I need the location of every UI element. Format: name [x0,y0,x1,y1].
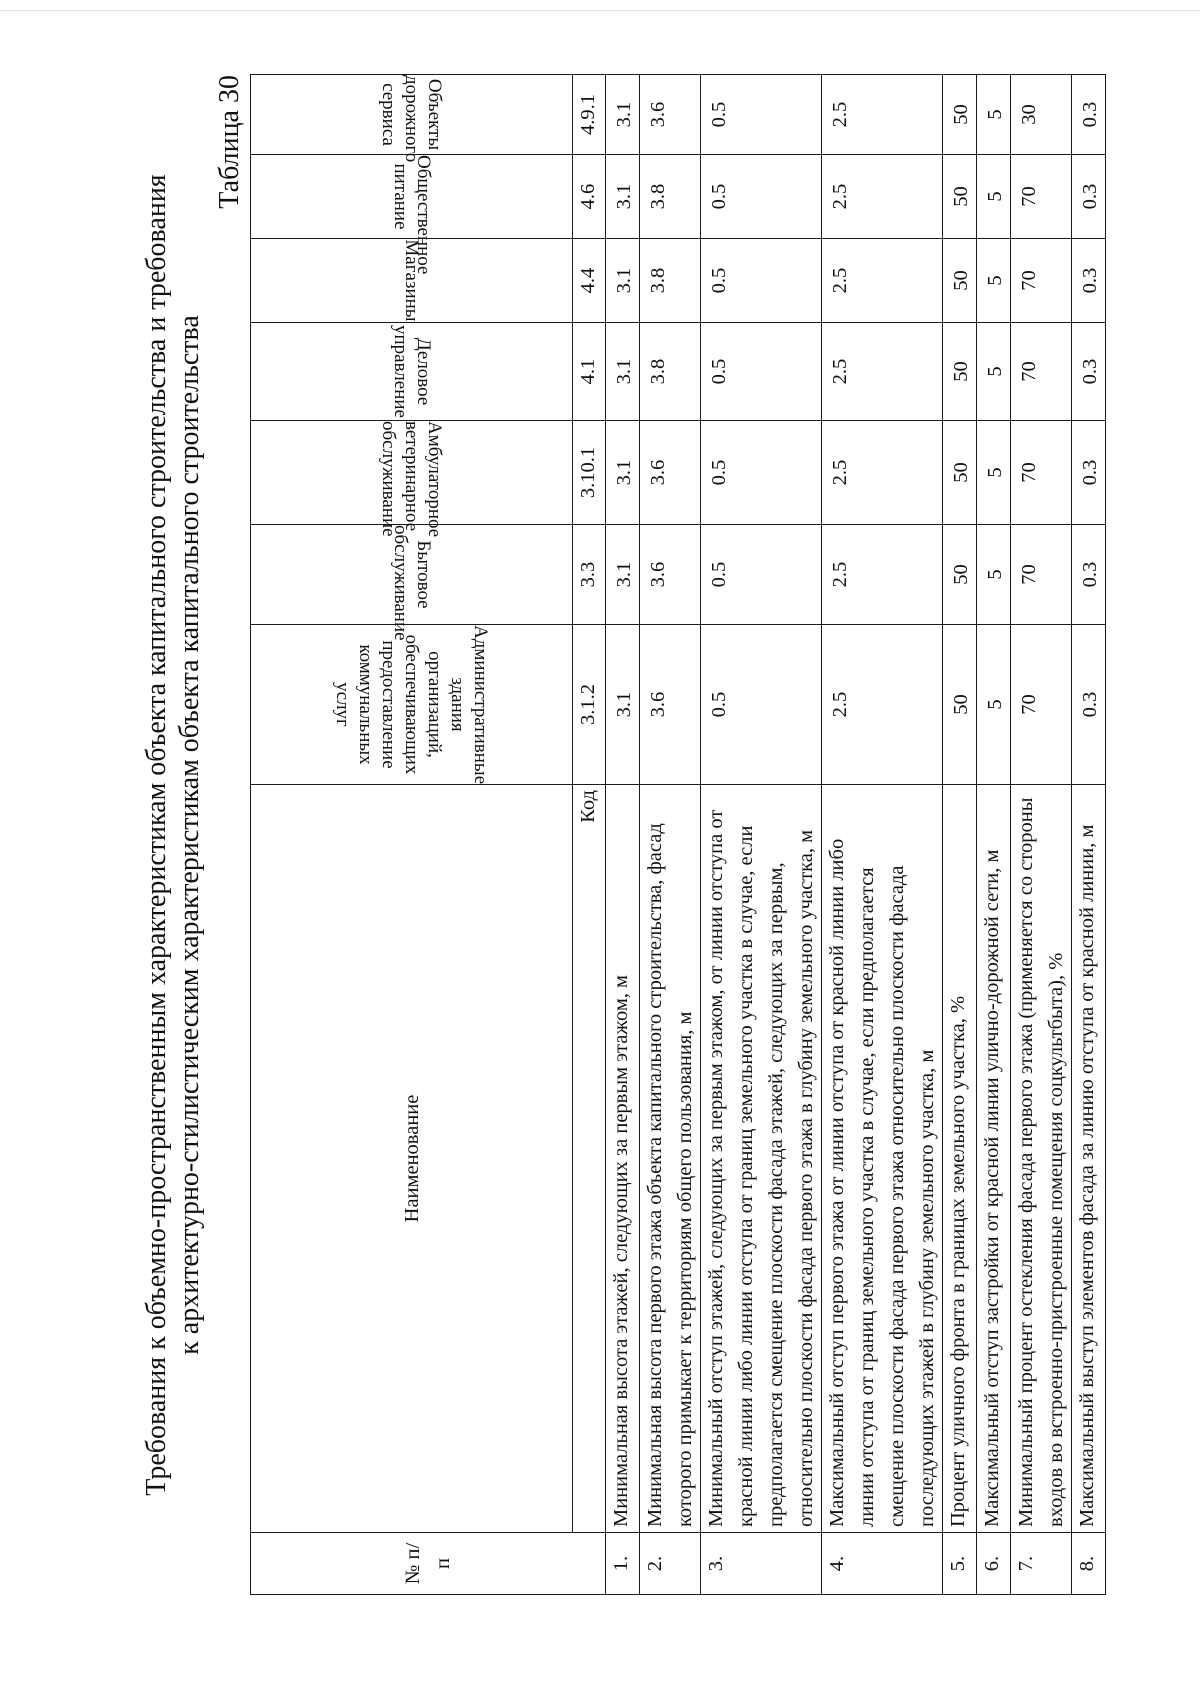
row-value: 2.5 [822,75,943,155]
column-header: Бытовое обслуживание [251,525,573,625]
row-value: 0.5 [701,525,822,625]
header-row [251,75,573,1595]
row-value: 5 [977,421,1011,525]
row-value: 2.5 [822,625,943,785]
row-value: 3.6 [640,625,701,785]
row-value: 30 [1011,75,1072,155]
row-value: 5 [977,525,1011,625]
row-value: 5 [977,155,1011,239]
row-number: 2. [640,1533,701,1595]
row-name: Минимальный отступ этажей, следующих за первым этажом, от линии отступа от красной линии либо линии отступа от границ земельного участка в случае, если предполагается смещение плоскости фасада этажей, следующих за первым, относительно плоскости фасада первого этажа в глубину земельного участка, м [701,785,822,1533]
scan-edge-line [0,10,1200,11]
row-name: Максимальный отступ первого этажа от линии отступа от красной линии либо линии отступа от границ земельного участка в случае, если предполагается смещение плоскости фасада первого этажа относительно плоскости фасада последующих этажей в глубину земельного участка, м [822,785,943,1533]
row-number: 4. [822,1533,943,1595]
row-value: 50 [943,323,977,421]
row-value: 3.1 [606,421,640,525]
row-value: 50 [943,625,977,785]
table-row [1011,75,1072,1595]
column-header: Объекты дорожного сервиса [251,75,573,155]
code-cell: 4.6 [573,155,606,239]
row-value: 70 [1011,421,1072,525]
row-value: 0.5 [701,625,822,785]
row-value: 3.1 [606,625,640,785]
row-value: 0.3 [1072,239,1106,323]
row-value: 2.5 [822,155,943,239]
row-value: 3.6 [640,421,701,525]
row-name: Минимальная высота первого этажа объекта капитального строительства, фасад которого примыкает к территориям общего пользования, м [640,785,701,1533]
code-cell: 3.10.1 [573,421,606,525]
title-line-1: Требования к объемно-пространственным характеристикам объекта капитального строительства и требования [141,174,172,1496]
row-value: 0.5 [701,155,822,239]
row-value: 2.5 [822,421,943,525]
row-value: 0.3 [1072,421,1106,525]
row-value: 3.1 [606,323,640,421]
row-value: 3.8 [640,323,701,421]
table-row [977,75,1011,1595]
row-value: 2.5 [822,525,943,625]
row-value: 0.3 [1072,525,1106,625]
row-name: Максимальный отступ застройки от красной линии улично-дорожной сети, м [977,785,1011,1533]
code-cell: 4.1 [573,323,606,421]
row-value: 70 [1011,625,1072,785]
row-value: 50 [943,155,977,239]
table-row [943,75,977,1595]
document-title [140,75,206,1595]
header-name: Наименование [251,785,573,1533]
row-value: 3.1 [606,75,640,155]
row-value: 0.3 [1072,155,1106,239]
row-number: 5. [943,1533,977,1595]
table-row [606,75,640,1595]
column-header: Магазины [251,239,573,323]
row-value: 50 [943,75,977,155]
row-value: 70 [1011,323,1072,421]
row-value: 3.1 [606,525,640,625]
row-value: 3.8 [640,155,701,239]
code-cell: 3.3 [573,525,606,625]
row-value: 3.1 [606,239,640,323]
header-num: № п/п [251,1533,606,1595]
row-value: 0.5 [701,421,822,525]
row-value: 5 [977,75,1011,155]
table-row [701,75,822,1595]
code-cell: 4.9.1 [573,75,606,155]
column-header: Общественное питание [251,155,573,239]
row-value: 0.3 [1072,323,1106,421]
column-header: Административные здания организаций, обеспечивающих предоставление коммунальных услуг [251,625,573,785]
row-value: 0.3 [1072,75,1106,155]
row-value: 50 [943,239,977,323]
code-row [573,75,606,1595]
column-header: Амбулаторное ветеринарное обслуживание [251,421,573,525]
requirements-table [250,74,1106,1595]
row-value: 3.6 [640,525,701,625]
row-number: 1. [606,1533,640,1595]
row-number: 8. [1072,1533,1106,1595]
row-value: 3.6 [640,75,701,155]
row-value: 0.5 [701,239,822,323]
table-label: Таблица 30 [214,75,245,209]
row-value: 5 [977,239,1011,323]
row-value: 3.1 [606,155,640,239]
row-value: 50 [943,525,977,625]
table-row [822,75,943,1595]
row-value: 5 [977,323,1011,421]
row-value: 0.3 [1072,625,1106,785]
table-row [640,75,701,1595]
row-number: 7. [1011,1533,1072,1595]
row-value: 0.5 [701,75,822,155]
code-cell: 4.4 [573,239,606,323]
row-name: Процент уличного фронта в границах земельного участка, % [943,785,977,1533]
row-name: Минимальный процент остекления фасада первого этажа (применяется со стороны входов во встроенно-пристроенные помещения соцкультбыта), % [1011,785,1072,1533]
row-number: 3. [701,1533,822,1595]
row-value: 2.5 [822,323,943,421]
row-value: 70 [1011,239,1072,323]
row-value: 70 [1011,525,1072,625]
row-value: 2.5 [822,239,943,323]
row-value: 5 [977,625,1011,785]
code-cell: 3.1.2 [573,625,606,785]
row-value: 3.8 [640,239,701,323]
row-name: Максимальный выступ элементов фасада за линию отступа от красной линии, м [1072,785,1106,1533]
row-value: 50 [943,421,977,525]
row-value: 0.5 [701,323,822,421]
code-label: Код [573,785,606,1533]
row-value: 70 [1011,155,1072,239]
rotated-page [140,75,1180,1595]
column-header: Деловое управление [251,323,573,421]
row-number: 6. [977,1533,1011,1595]
title-line-2: к архитектурно-стилистическим характеристикам объекта капитального строительства [174,315,205,1355]
row-name: Минимальная высота этажей, следующих за первым этажом, м [606,785,640,1533]
table-row [1072,75,1106,1595]
